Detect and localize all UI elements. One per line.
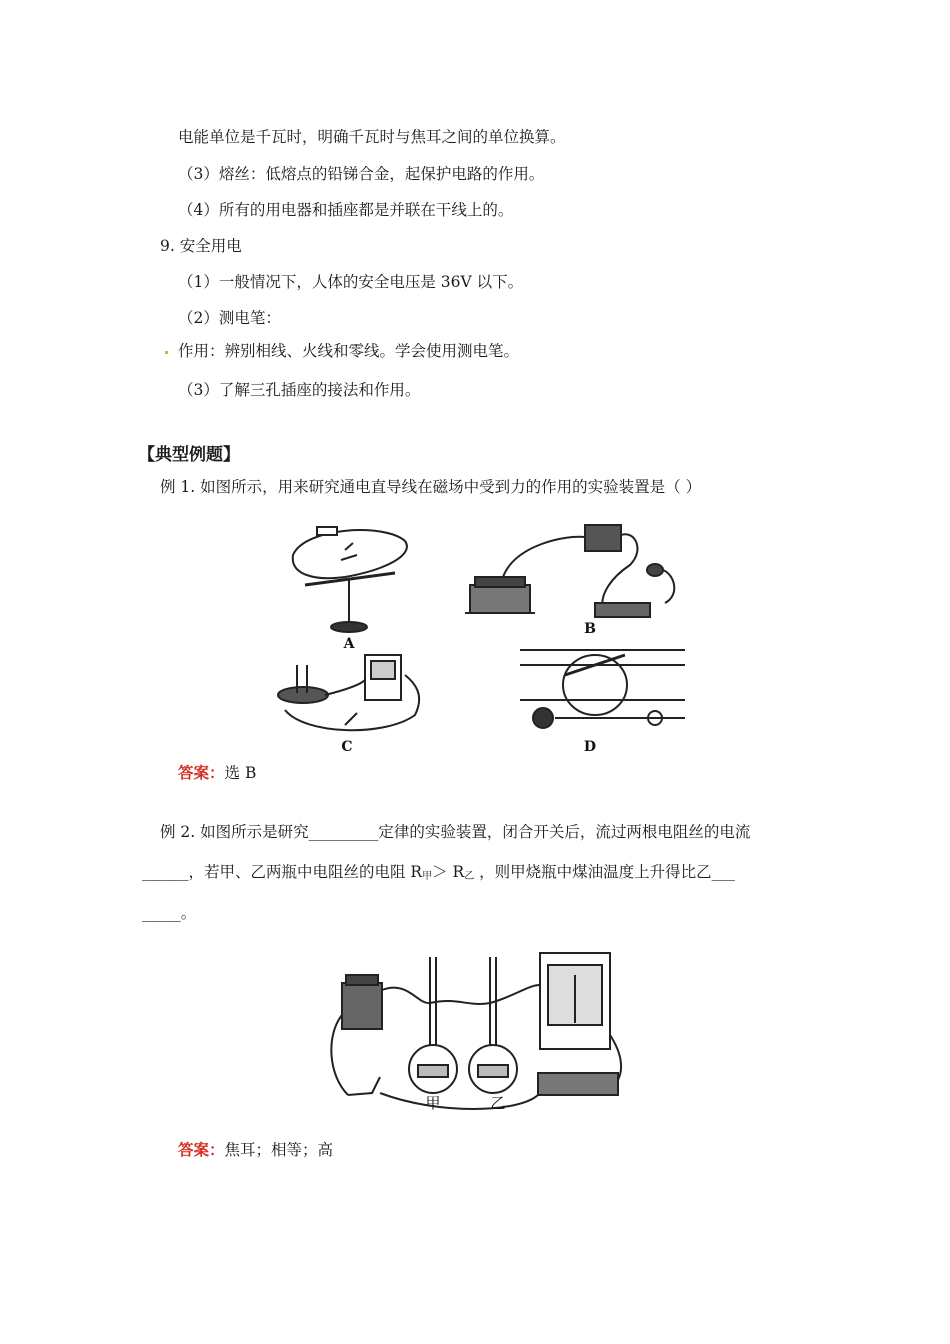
figure-label-c: C (341, 739, 353, 755)
example1-question: 例 1. 如图所示，用来研究通电直导线在磁场中受到力的作用的实验装置是（ ） (160, 478, 702, 496)
example2-question-line3: _____。 (142, 904, 197, 922)
example2-answer (178, 1140, 333, 1160)
text-line-4: 9. 安全用电 (160, 237, 242, 255)
figure-label-a: A (343, 636, 355, 652)
example2-question-line1: 例 2. 如图所示是研究_________定律的实验装置，闭合开关后，流过两根电阻丝的电流 (160, 823, 751, 841)
text-line-2: （3）熔丝：低熔点的铅锑合金，起保护电路的作用。 (178, 165, 545, 183)
q2-part-a: ______，若甲、乙两瓶中电阻丝的电阻 R (142, 863, 423, 881)
q2-sub-yi: 乙 (464, 871, 475, 882)
figure-a-diagram (293, 527, 407, 632)
text-line-6: （2）测电笔： (178, 309, 281, 327)
answer-text: 焦耳；相等；高 (224, 1141, 334, 1159)
example2-figure (318, 945, 628, 1120)
q2-part-c: ，则甲烧瓶中煤油温度上升得比乙___ (474, 863, 735, 881)
example1-figure (265, 515, 695, 775)
section-title: 【典型例题】 (138, 445, 240, 465)
flask-jia (409, 957, 457, 1093)
rheostat (538, 1073, 618, 1095)
figure-b-diagram (465, 525, 674, 617)
text-line-5: （1）一般情况下，人体的安全电压是 36V 以下。 (178, 273, 524, 291)
flask-label-yi: 乙 (490, 1094, 506, 1112)
battery (342, 983, 382, 1029)
q2-sub-jia: 甲 (422, 871, 433, 882)
answer-text: 选 B (224, 764, 257, 782)
example1-answer (178, 763, 256, 783)
text-line-7-content: 作用：辨别相线、火线和零线。学会使用测电笔。 (178, 342, 520, 360)
text-line-7 (165, 341, 519, 361)
text-line-1: 电能单位是千瓦时，明确千瓦时与焦耳之间的单位换算。 (178, 128, 566, 146)
example2-question-line2 (142, 862, 735, 887)
q2-part-b: ＞ R (432, 863, 465, 881)
figure-d-diagram (520, 650, 685, 728)
switch (348, 1077, 380, 1095)
bullet-dot (165, 351, 168, 354)
answer-label: 答案： (178, 1141, 225, 1159)
flask-label-jia: 甲 (425, 1094, 441, 1112)
text-line-8: （3）了解三孔插座的接法和作用。 (178, 381, 421, 399)
flask-yi (469, 957, 517, 1093)
text-line-3: （4）所有的用电器和插座都是并联在干线上的。 (178, 201, 514, 219)
answer-label: 答案： (178, 764, 225, 782)
figure-label-b: B (584, 621, 596, 637)
figure-label-d: D (583, 739, 597, 755)
figure-c-diagram (278, 655, 419, 730)
